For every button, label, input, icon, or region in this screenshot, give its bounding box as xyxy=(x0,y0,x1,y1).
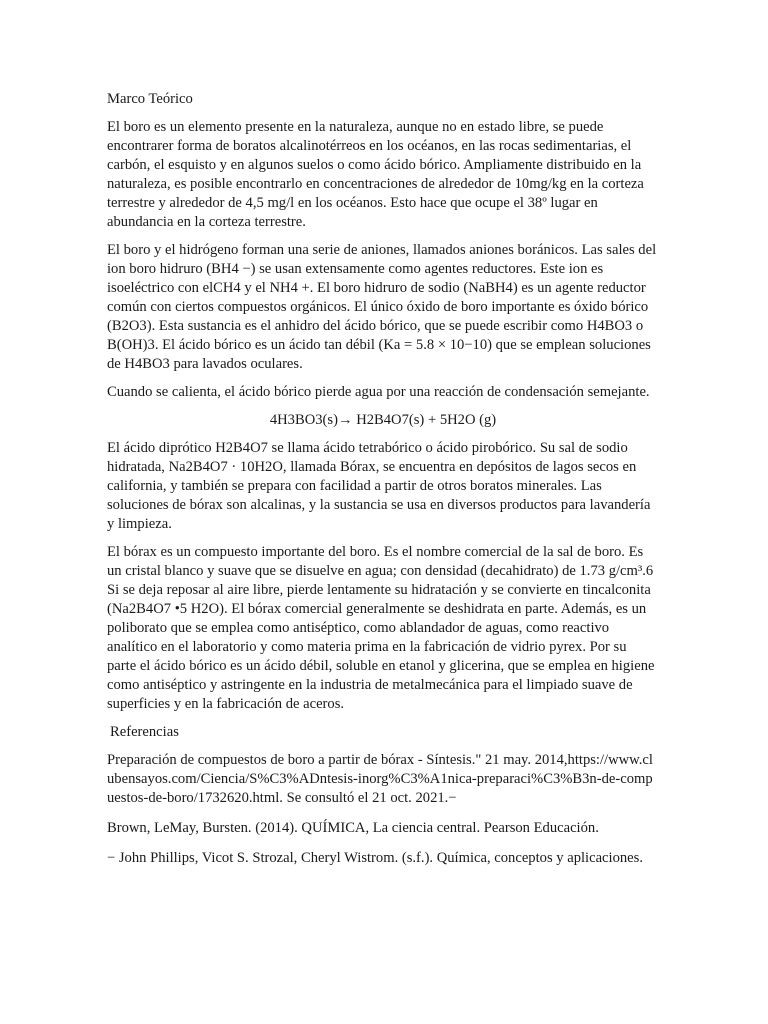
reference-link[interactable]: https://www.clubensayos.com/Ciencia/S%C3%ADntesis-inorg%C3%A1nica-preparaci%C3%B3n-de-compuestos-de-boro/1732620.html xyxy=(107,752,653,806)
paragraph-acido-diprotico: El ácido diprótico H2B4O7 se llama ácido tetrabórico o ácido pirobórico. Su sal de sodio hidratada, Na2B4O7 · 10H2O, llamada Bórax, se encuentra en depósitos de lagos secos en california, y también se prepara con facilidad a partir de otros boratos minerales. Las soluciones de bórax son alcalinas, y la sustancia se usa en diversos productos para lavandería y limpieza. xyxy=(107,440,651,532)
reference-item xyxy=(107,751,659,808)
reference-item: Brown, LeMay, Bursten. (2014). QUÍMICA, La ciencia central. Pearson Educación. xyxy=(107,820,599,836)
paragraph-calentamiento: Cuando se calienta, el ácido bórico pierde agua por una reacción de condensación semejante. xyxy=(107,384,650,400)
references-heading: Referencias xyxy=(110,724,179,740)
reference-item: − John Phillips, Vicot S. Strozal, Cheryl Wistrom. (s.f.). Química, conceptos y aplicaciones. xyxy=(107,850,643,866)
document-page xyxy=(107,90,659,879)
paragraph-aniones: El boro y el hidrógeno forman una serie de aniones, llamados aniones boránicos. Las sales del ion boro hidruro (BH4 −) se usan extensamente como agentes reductores. Este ion es isoeléctrico con elCH4 y el NH4 +. El boro hidruro de sodio (NaBH4) es un agente reductor común con ciertos compuestos orgánicos. El único óxido de boro importante es óxido bórico (B2O3). Esta sustancia es el anhidro del ácido bórico, que se puede escribir como H4BO3 o B(OH)3. El ácido bórico es un ácido tan débil (Ka = 5.8 × 10−10) que se emplean soluciones de H4BO3 para lavados oculares. xyxy=(107,242,657,372)
reference-title: Preparación de compuestos de boro a partir de bórax - Síntesis." 21 may. 2014, xyxy=(107,752,568,768)
reference-accessed: . Se consultó el 21 oct. 2021.− xyxy=(279,790,457,806)
document-title: Marco Teórico xyxy=(107,91,193,107)
paragraph-boro-intro: El boro es un elemento presente en la naturaleza, aunque no en estado libre, se puede encontrarer forma de boratos alcalinotérreos en los océanos, en las rocas sedimentarias, el carbón, el esquisto y en algunos suelos o como ácido bórico. Ampliamente distribuido en la naturaleza, es posible encontrarlo en concentraciones de alrededor de 10mg/kg en la corteza terrestre y alrededor de 4,5 mg/l en los océanos. Esto hace que ocupe el 38º lugar en abundancia en la corteza terrestre. xyxy=(107,119,644,230)
reaction-equation: 4H3BO3(s)→ H2B4O7(s) + 5H2O (g) xyxy=(269,412,497,428)
paragraph-borax: El bórax es un compuesto importante del boro. Es el nombre comercial de la sal de boro. Es un cristal blanco y suave que se disuelve en agua; con densidad (decahidrato) de 1.73 g/cm³.6 Si se deja reposar al aire libre, pierde lentamente su hidratación y se convierte en tincalconita (Na2B4O7 •5 H2O). El bórax comercial generalmente se deshidrata en parte. Además, es un poliborato que se emplea como antiséptico, como ablandador de aguas, como reactivo analítico en el laboratorio y como materia prima en la fabricación de vidrio pyrex. Por su parte el ácido bórico es un ácido débil, soluble en etanol y glicerina, que se emplea en higiene como antiséptico y astringente en la industria de metalmecánica para el limpiado suave de superficies y en la fabricación de aceros. xyxy=(107,544,655,712)
